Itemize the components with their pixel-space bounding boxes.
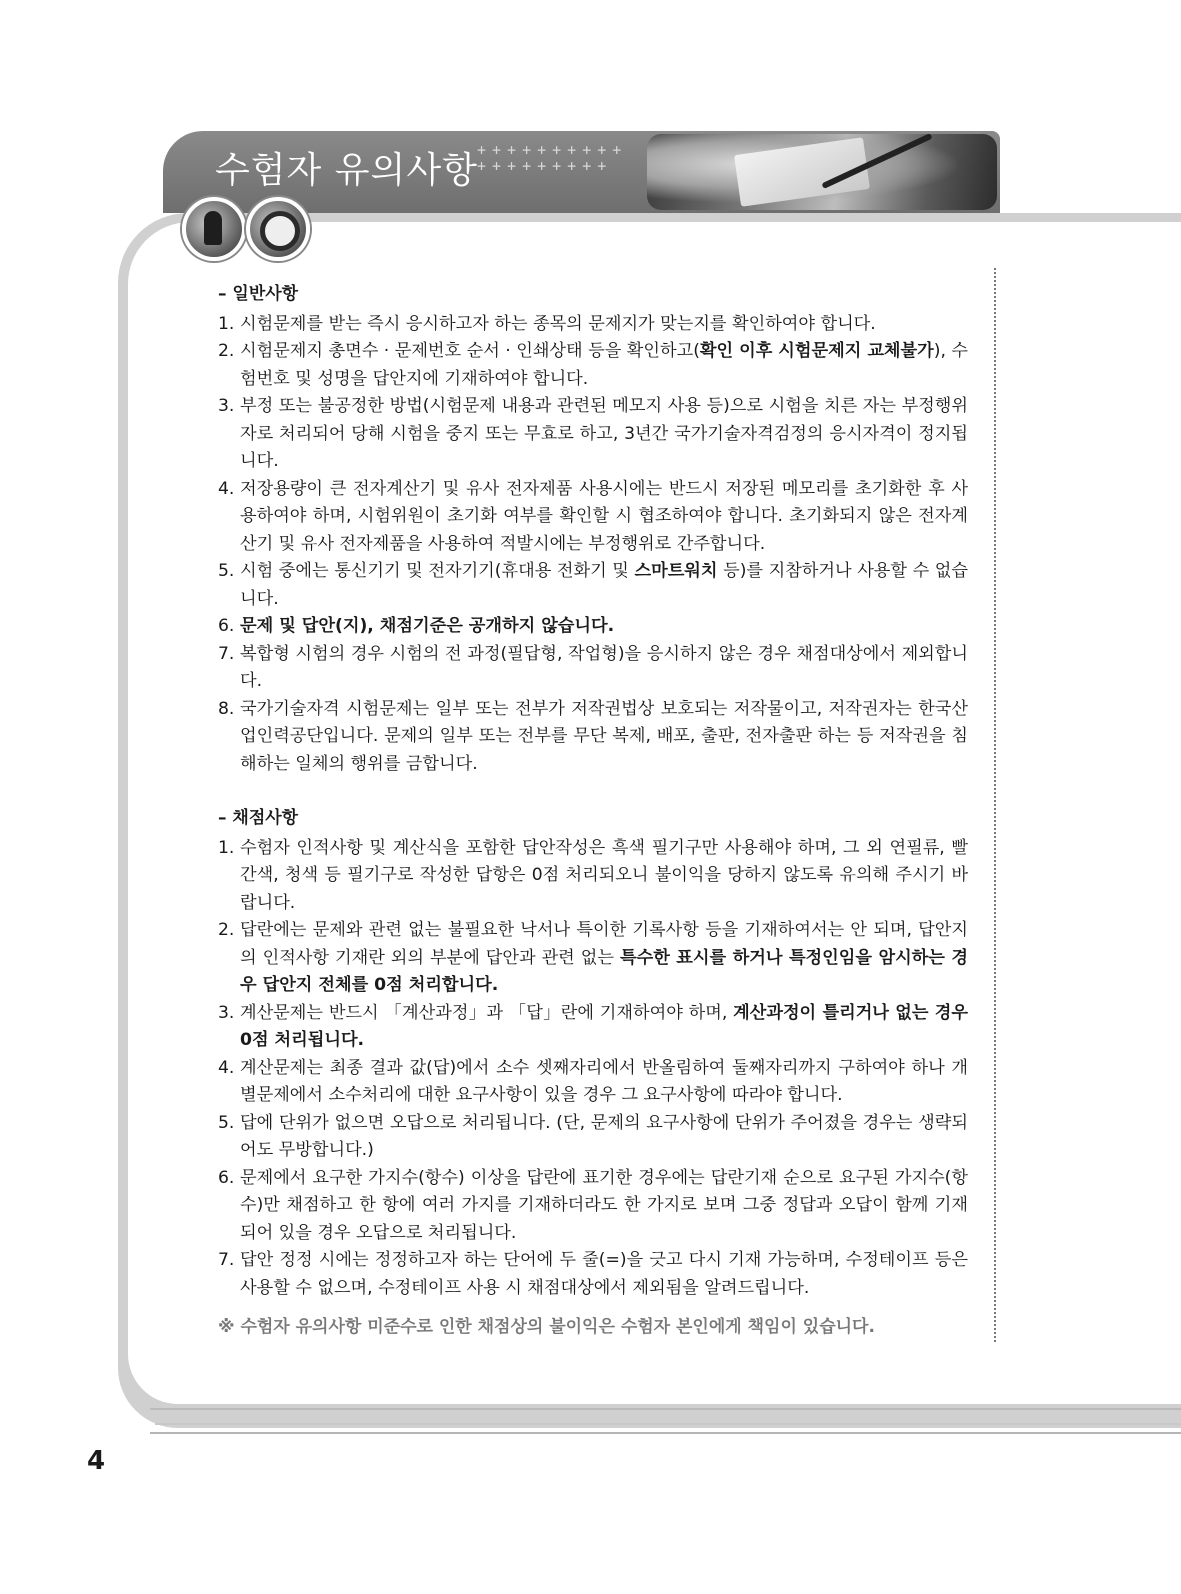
item-number: 8. [218, 698, 235, 719]
item-text-bold: 문제 및 답안(지), 채점기준은 공개하지 않습니다. [240, 616, 615, 636]
item-text [240, 1247, 968, 1302]
item-text-part: 답란에는 문제와 관련 없는 불필요한 낙서나 특이한 기록사항 등을 기재하여서는 안 되며, 답안지의 인적사항 기재란 외의 부분에 답안과 관련 없는 [240, 920, 968, 968]
list-item [218, 558, 968, 613]
list-item [218, 641, 968, 696]
magnifier-icon [246, 197, 310, 261]
item-number: 2. [218, 341, 235, 361]
list-item [218, 917, 968, 1000]
item-text [240, 835, 968, 918]
item-text-part: 저장용량이 큰 전자계산기 및 유사 전자제품 사용시에는 반드시 저장된 메모리를 초기화한 후 사용하여야 하며, 시험위원이 초기화 여부를 확인할 시 협조하여야 합니다. 초기화되지 않은 전자계산기 및 유사 전자제품을 사용하여 적발시에는 부정행위로 간주합니다. [240, 478, 968, 554]
scoring-list [218, 835, 968, 1303]
item-text-part: 시험문제를 받는 즉시 응시하고자 하는 종목의 문제지가 맞는지를 확인하여야 합니다. [240, 313, 876, 334]
chess-knight-icon [182, 197, 246, 261]
list-item [218, 1110, 968, 1165]
item-number: 3. [218, 396, 235, 416]
list-item [218, 1000, 968, 1055]
item-number: 7. [218, 643, 235, 664]
item-number: 1. [218, 837, 235, 858]
item-text-part: 시험문제지 총면수 · 문제번호 순서 · 인쇄상태 등을 확인하고( [240, 341, 700, 361]
item-number: 2. [218, 920, 235, 940]
item-text-part: 계산문제는 최종 결과 값(답)에서 소수 셋째자리에서 반올림하여 둘째자리까지 구하여야 하나 개별문제에서 소수처리에 대한 요구사항이 있을 경우 그 요구사항에 따라야 합니다. [240, 1057, 968, 1105]
item-text [240, 476, 968, 559]
header-photo [647, 134, 997, 210]
item-number: 5. [218, 1112, 235, 1133]
list-item [218, 393, 968, 476]
item-number: 7. [218, 1250, 235, 1270]
item-text-part: 문제에서 요구한 가지수(항수) 이상을 답란에 표기한 경우에는 답란기재 순으로 요구된 가지수(항수)만 채점하고 한 항에 여러 가지를 기재하더라도 한 가지로 보며 그중 정답과 오답이 함께 기재되어 있을 경우 오답으로 처리됩니다. [240, 1167, 968, 1243]
item-number: 5. [218, 561, 235, 581]
list-item [218, 311, 968, 339]
item-text-part: 수험자 인적사항 및 계산식을 포함한 답안작성은 흑색 필기구만 사용해야 하며, 그 외 연필류, 빨간색, 청색 등 필기구로 작성한 답항은 0점 처리되오니 불이익을 당하지 않도록 유의해 주시기 바랍니다. [240, 837, 968, 913]
item-text [240, 1000, 968, 1055]
item-text [240, 311, 968, 339]
item-text [240, 338, 968, 393]
page-number: 4 [87, 1446, 106, 1476]
list-item [218, 476, 968, 559]
list-item [218, 338, 968, 393]
item-text [240, 613, 968, 641]
item-text-part: 등)를 지참하거나 사용할 수 없습니다. [240, 561, 968, 609]
item-number: 6. [218, 616, 235, 636]
item-text [240, 1165, 968, 1248]
scoring-heading: – 채점사항 [218, 808, 299, 828]
plus-row: +++++++++ [477, 157, 613, 175]
dotted-divider [994, 268, 996, 1342]
notice-content [218, 281, 968, 1342]
item-text [240, 393, 968, 476]
list-item [218, 835, 968, 918]
item-number: 1. [218, 313, 235, 334]
item-text [240, 641, 968, 696]
list-item [218, 696, 968, 779]
item-number: 6. [218, 1167, 235, 1188]
item-text [240, 558, 968, 613]
item-text-bold: 계산과정이 틀리거나 없는 경우 0점 처리됩니다. [240, 1002, 968, 1050]
item-text-part: 복합형 시험의 경우 시험의 전 과정(필답형, 작업형)을 응시하지 않은 경우 채점대상에서 제외합니다. [240, 643, 968, 691]
item-text-bold: 스마트워치 [634, 561, 718, 581]
panel-bottom-lines [155, 1415, 1181, 1425]
plus-row: ++++++++++ [477, 141, 628, 159]
plus-pattern [477, 142, 627, 174]
list-item [218, 1247, 968, 1302]
item-text [240, 1110, 968, 1165]
item-text-part: 시험 중에는 통신기기 및 전자기기(휴대용 전화기 및 [240, 561, 635, 581]
item-text [240, 917, 968, 1000]
item-text-part: ), 수험번호 및 성명을 답안지에 기재하여야 합니다. [240, 341, 968, 389]
list-item [218, 1055, 968, 1110]
item-text-bold: 확인 이후 시험문제지 교체불가 [699, 341, 934, 361]
general-list [218, 311, 968, 779]
general-heading: – 일반사항 [218, 284, 299, 304]
list-item [218, 613, 968, 641]
footnote: ※ 수험자 유의사항 미준수로 인한 채점상의 불이익은 수험자 본인에게 책임이 있습니다. [218, 1317, 875, 1337]
page-title: 수험자 유의사항 [215, 150, 478, 191]
item-text-part: 답에 단위가 없으면 오답으로 처리됩니다. (단, 문제의 요구사항에 단위가 주어졌을 경우는 생략되어도 무방합니다.) [240, 1112, 968, 1160]
item-number: 4. [218, 1057, 235, 1078]
item-text-part: 계산문제는 반드시 「계산과정」과 「답」란에 기재하여야 하며, [240, 1002, 734, 1023]
item-text-part: 국가기술자격 시험문제는 일부 또는 전부가 저작권법상 보호되는 저작물이고, 저작권자는 한국산업인력공단입니다. 문제의 일부 또는 전부를 무단 복제, 배포, 출판, 전자출판 하는 등 저작권을 침해하는 일체의 행위를 금합니다. [240, 698, 968, 774]
list-item [218, 1165, 968, 1248]
item-text-part: 답안 정정 시에는 정정하고자 하는 단어에 두 줄(=)을 긋고 다시 기재 가능하며, 수정테이프 등은 사용할 수 없으며, 수정테이프 사용 시 채점대상에서 제외됨을 알려드립니다. [240, 1250, 968, 1298]
item-text [240, 696, 968, 779]
item-number: 4. [218, 478, 235, 499]
item-text-part: 부정 또는 불공정한 방법(시험문제 내용과 관련된 메모지 사용 등)으로 시험을 치른 자는 부정행위자로 처리되어 당해 시험을 중지 또는 무효로 하고, 3년간 국가기술자격검정의 응시자격이 정지됩니다. [240, 396, 968, 471]
item-number: 3. [218, 1002, 235, 1023]
item-text-bold: 특수한 표시를 하거나 특정인임을 암시하는 경우 답안지 전체를 0점 처리합니다. [240, 947, 968, 995]
item-text [240, 1055, 968, 1110]
